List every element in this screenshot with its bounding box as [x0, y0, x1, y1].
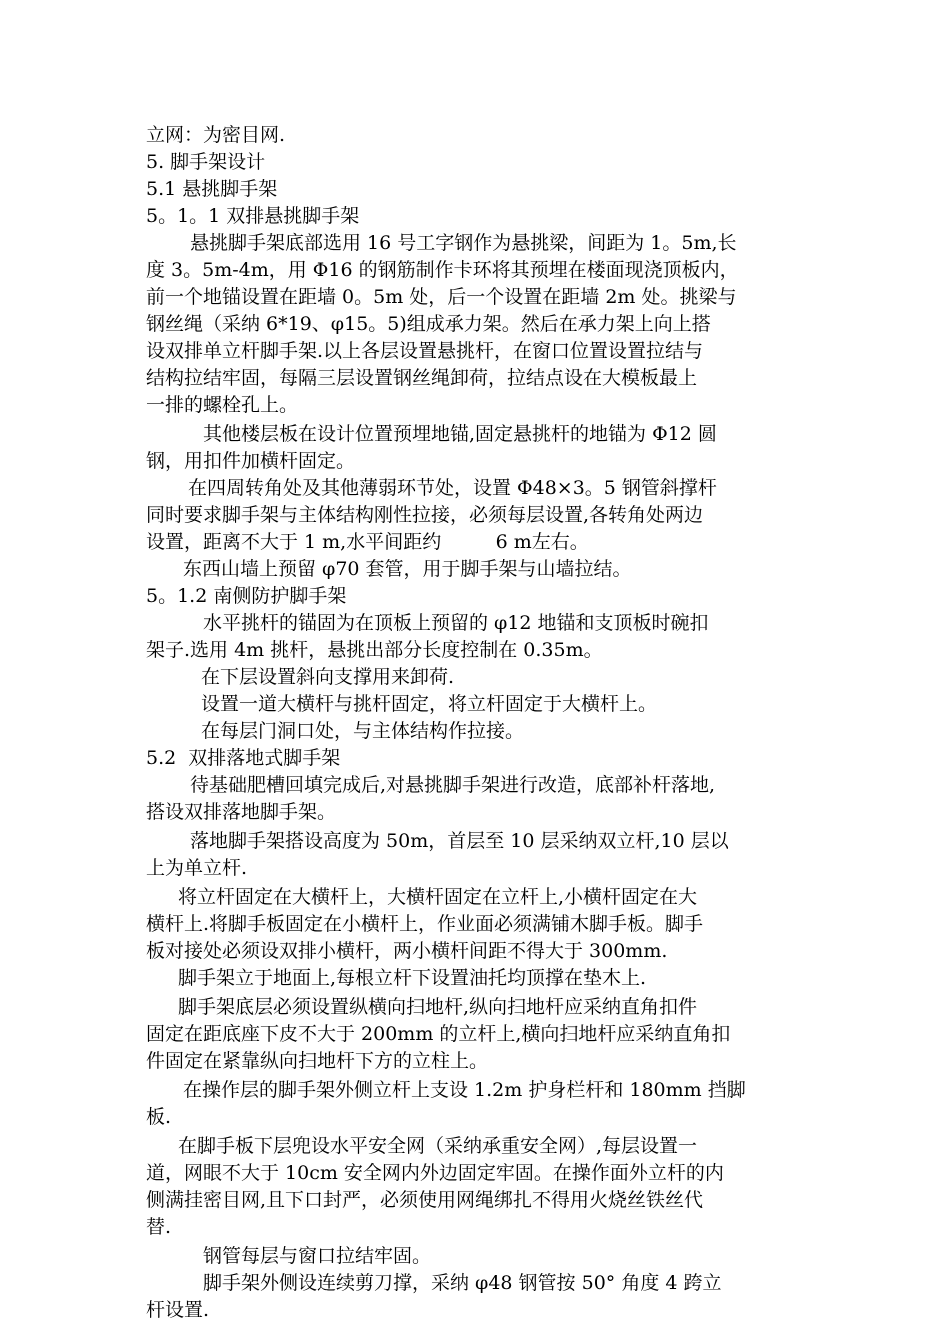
- text-line: 在每层门洞口处，与主体结构作拉接。: [201, 720, 525, 742]
- text-line: 待基础肥槽回填完成后,对悬挑脚手架进行改造，底部补杆落地,: [190, 774, 716, 796]
- text-line: 件固定在紧靠纵向扫地杆下方的立柱上。: [146, 1050, 489, 1072]
- text-line: 脚手架外侧设连续剪刀撑，采纳 φ48 钢管按 50° 角度 4 跨立: [203, 1272, 722, 1294]
- text-line: 钢，用扣件加横杆固定。: [146, 450, 356, 472]
- text-line: 前一个地锚设置在距墙 0。5m 处，后一个设置在距墙 2m 处。挑梁与: [146, 286, 737, 308]
- section-heading: 5。1。1 双排悬挑脚手架: [146, 205, 360, 227]
- text-line: 设双排单立杆脚手架.以上各层设置悬挑杆，在窗口位置设置拉结与: [146, 340, 704, 362]
- text-line: 落地脚手架搭设高度为 50m，首层至 10 层采纳双立杆,10 层以: [190, 830, 729, 852]
- text-line: 设置一道大横杆与挑杆固定，将立杆固定于大横杆上。: [201, 693, 658, 715]
- text-line: 一排的螺栓孔上。: [146, 394, 299, 416]
- section-heading: 5. 脚手架设计: [146, 151, 266, 173]
- text-line: 同时要求脚手架与主体结构刚性拉接，必须每层设置,各转角处两边: [146, 504, 704, 526]
- section-heading: 5.1 悬挑脚手架: [146, 178, 278, 200]
- text-line: 杆设置.: [146, 1299, 210, 1321]
- text-line: 结构拉结牢固，每隔三层设置钢丝绳卸荷，拉结点设在大模板最上: [146, 367, 698, 389]
- text-line: 横杆上.将脚手板固定在小横杆上，作业面必须满铺木脚手板。脚手: [146, 913, 704, 935]
- text-line: 钢管每层与窗口拉结牢固。: [203, 1245, 432, 1267]
- text-line: 搭设双排落地脚手架。: [146, 801, 337, 823]
- text-line: 在下层设置斜向支撑用来卸荷.: [201, 666, 455, 688]
- text-line: 侧满挂密目网,且下口封严，必须使用网绳绑扎不得用火烧丝铁丝代: [146, 1189, 704, 1211]
- text-line: 板对接处必须设双排小横杆，两小横杆间距不得大于 300mm.: [146, 940, 668, 962]
- section-heading: 5。1.2 南侧防护脚手架: [146, 585, 347, 607]
- text-line: 度 3。5m-4m，用 Φ16 的钢筋制作卡环将其预埋在楼面现浇顶板内，: [146, 259, 739, 281]
- text-line: 替.: [146, 1216, 172, 1238]
- text-line: 上为单立杆.: [146, 857, 248, 879]
- text-line: 将立杆固定在大横杆上，大横杆固定在立杆上,小横杆固定在大: [178, 886, 698, 908]
- text-line: 在操作层的脚手架外侧立杆上支设 1.2m 护身栏杆和 180mm 挡脚: [183, 1079, 746, 1101]
- text-line: 其他楼层板在设计位置预埋地锚,固定悬挑杆的地锚为 Φ12 圆: [203, 423, 717, 445]
- text-line: 立网：为密目网.: [146, 124, 286, 146]
- text-line: 板.: [146, 1106, 172, 1128]
- text-line: 设置，距离不大于 1 m,水平间距约 6 m左右。: [146, 531, 589, 553]
- text-line: 脚手架立于地面上,每根立杆下设置油托均顶撑在垫木上.: [178, 967, 647, 989]
- text-line: 脚手架底层必须设置纵横向扫地杆,纵向扫地杆应采纳直角扣件: [178, 996, 698, 1018]
- text-line: 悬挑脚手架底部选用 16 号工字钢作为悬挑梁，间距为 1。5m,长: [190, 232, 737, 254]
- section-heading: 5.2 双排落地式脚手架: [146, 747, 341, 769]
- text-line: 在四周转角处及其他薄弱环节处，设置 Φ48×3。5 钢管斜撑杆: [188, 477, 717, 499]
- text-line: 架子.选用 4m 挑杆，悬挑出部分长度控制在 0.35m。: [146, 639, 603, 661]
- text-line: 东西山墙上预留 φ70 套管，用于脚手架与山墙拉结。: [183, 558, 632, 580]
- text-line: 道，网眼不大于 10cm 安全网内外边固定牢固。在操作面外立杆的内: [146, 1162, 724, 1184]
- text-line: 在脚手板下层兜设水平安全网（采纳承重安全网）,每层设置一: [178, 1135, 698, 1157]
- text-line: 水平挑杆的锚固为在顶板上预留的 φ12 地锚和支顶板时碗扣: [203, 612, 709, 634]
- text-line: 固定在距底座下皮不大于 200mm 的立杆上,横向扫地杆应采纳直角扣: [146, 1023, 731, 1045]
- text-line: 钢丝绳（采纳 6*19、φ15。5)组成承力架。然后在承力架上向上搭: [146, 313, 711, 335]
